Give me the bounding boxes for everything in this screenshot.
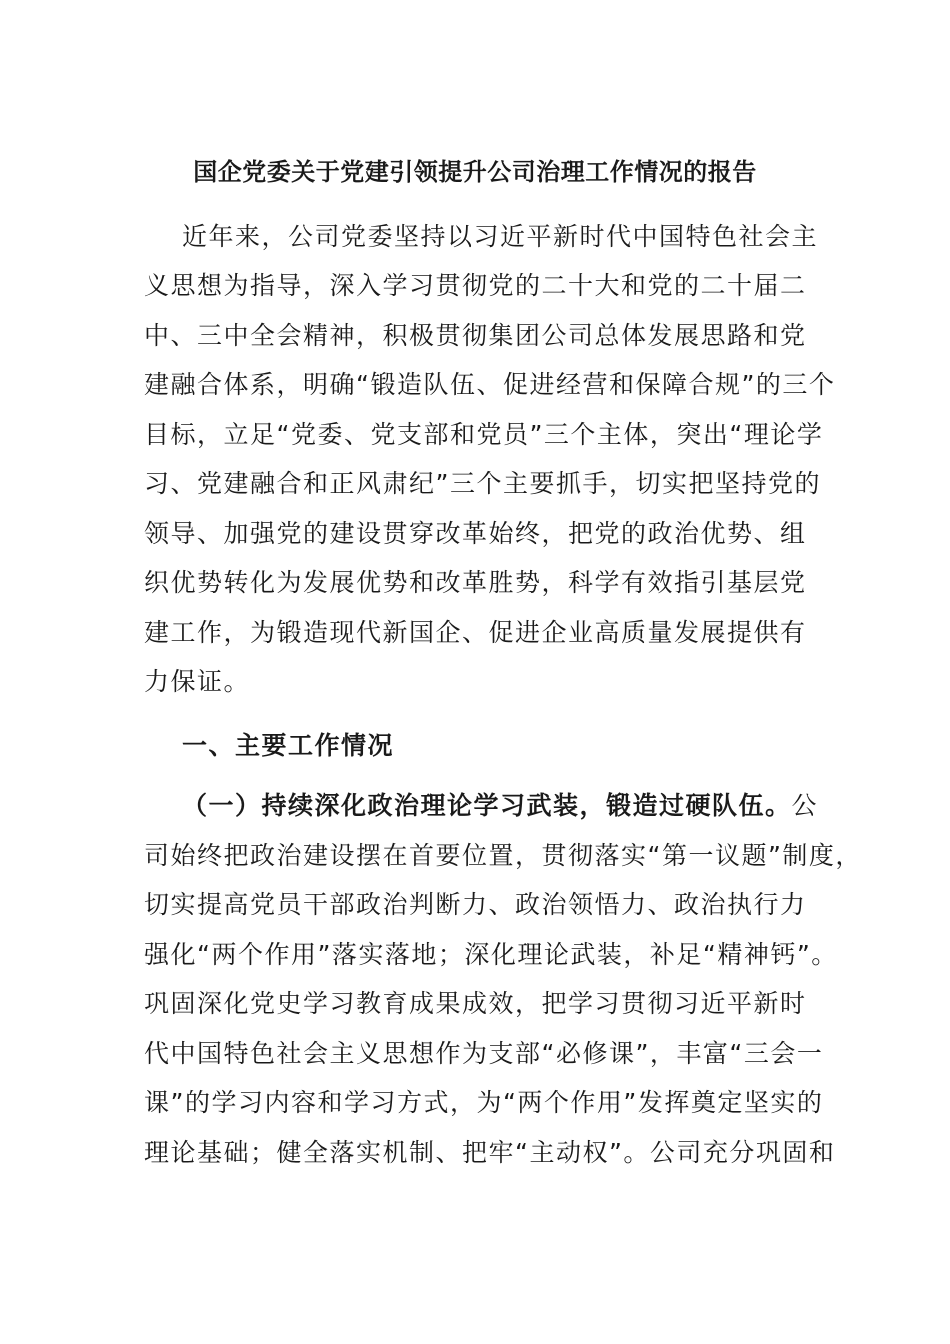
intro-line: 义思想为指导，深入学习贯彻党的二十大和党的二十届二 [144,271,807,300]
section-heading: 一、主要工作情况 [182,731,395,760]
intro-line: 力保证。 [144,667,251,696]
intro-line: 目标，立足“党委、党支部和党员”三个主体，突出“理论学 [144,420,824,449]
intro-line: 领导、加强党的建设贯穿改革始终，把党的政治优势、组 [144,519,807,548]
document-title: 国企党委关于党建引领提升公司治理工作情况的报告 [193,158,757,186]
body-line: 切实提高党员干部政治判断力、政治领悟力、政治执行力 [144,890,807,919]
body-line: 强化“两个作用”落实落地；深化理论武装，补足“精神钙”。 [144,940,838,969]
intro-line: 建工作，为锻造现代新国企、促进企业高质量发展提供有 [144,618,807,647]
intro-line: 建融合体系，明确“锻造队伍、促进经营和保障合规”的三个 [144,370,836,399]
subsection-lead: （一）持续深化政治理论学习武装，锻造过硬队伍。 [182,791,792,820]
subsection-first-line [182,786,818,826]
body-line: 理论基础；健全落实机制、把牢“主动权”。公司充分巩固和 [144,1138,836,1167]
body-line: 司始终把政治建设摆在首要位置，贯彻落实“第一议题”制度， [144,841,862,870]
intro-line: 习、党建融合和正风肃纪”三个主要抓手，切实把坚持党的 [144,469,821,498]
intro-line: 织优势转化为发展优势和改革胜势，科学有效指引基层党 [144,568,807,597]
subsection-lead-rest: 公 [791,791,819,820]
intro-line: 中、三中全会精神，积极贯彻集团公司总体发展思路和党 [144,321,807,350]
body-line: 巩固深化党史学习教育成果成效，把学习贯彻习近平新时 [144,989,807,1018]
body-line: 代中国特色社会主义思想作为支部“必修课”，丰富“三会一 [144,1039,824,1068]
body-line: 课”的学习内容和学习方式，为“两个作用”发挥奠定坚实的 [144,1088,824,1117]
intro-line: 近年来，公司党委坚持以习近平新时代中国特色社会主 [182,222,819,251]
